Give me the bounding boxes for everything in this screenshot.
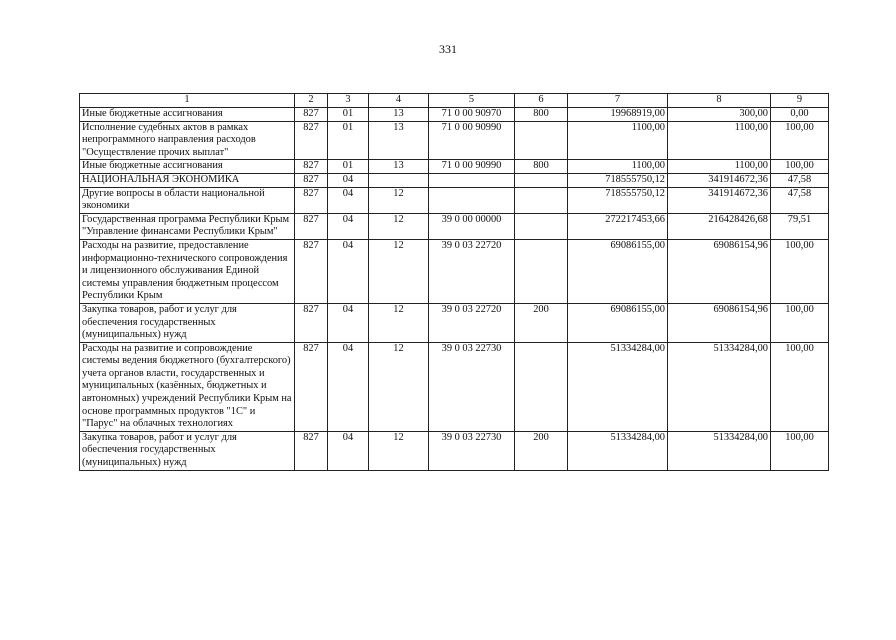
subsection-code: 13: [369, 160, 429, 174]
table-row: [80, 213, 829, 239]
budget-item-name: Закупка товаров, работ и услуг для обеспечения государственных (муниципальных) нужд: [80, 303, 295, 342]
planned-amount: 69086155,00: [568, 239, 668, 303]
execution-percent: 0,00: [771, 108, 829, 122]
target-article-code: [429, 187, 515, 213]
header-cell-8: 8: [668, 94, 771, 108]
subsection-code: [369, 173, 429, 187]
header-cell-9: 9: [771, 94, 829, 108]
budget-item-name: Другие вопросы в области национальной экономики: [80, 187, 295, 213]
header-cell-5: 5: [429, 94, 515, 108]
header-cell-2: 2: [295, 94, 328, 108]
section-code: 04: [328, 239, 369, 303]
section-code: 04: [328, 187, 369, 213]
executed-amount: 69086154,96: [668, 303, 771, 342]
execution-percent: 100,00: [771, 342, 829, 431]
execution-percent: 100,00: [771, 121, 829, 160]
table-row: [80, 187, 829, 213]
planned-amount: 1100,00: [568, 121, 668, 160]
target-article-code: 39 0 03 22720: [429, 303, 515, 342]
target-article-code: 39 0 00 00000: [429, 213, 515, 239]
table-row: [80, 121, 829, 160]
header-cell-7: 7: [568, 94, 668, 108]
header-cell-4: 4: [369, 94, 429, 108]
subsection-code: 12: [369, 187, 429, 213]
execution-percent: 47,58: [771, 187, 829, 213]
section-code: 01: [328, 108, 369, 122]
execution-percent: 100,00: [771, 431, 829, 470]
subsection-code: 12: [369, 342, 429, 431]
table-row: [80, 173, 829, 187]
section-code: 01: [328, 121, 369, 160]
target-article-code: 71 0 00 90990: [429, 121, 515, 160]
target-article-code: 71 0 00 90970: [429, 108, 515, 122]
page-number: 331: [439, 42, 457, 56]
executed-amount: 341914672,36: [668, 187, 771, 213]
target-article-code: 39 0 03 22730: [429, 342, 515, 431]
admin-code: 827: [295, 431, 328, 470]
execution-percent: 79,51: [771, 213, 829, 239]
admin-code: 827: [295, 108, 328, 122]
budget-item-name: Расходы на развитие, предоставление информационно-технического сопровождения и лицензионного обслуживания Единой системы управления бюджетным процессом Республики Крым: [80, 239, 295, 303]
planned-amount: 1100,00: [568, 160, 668, 174]
table-row: [80, 239, 829, 303]
table-body: [80, 108, 829, 471]
section-code: 04: [328, 342, 369, 431]
planned-amount: 19968919,00: [568, 108, 668, 122]
execution-percent: 47,58: [771, 173, 829, 187]
admin-code: 827: [295, 342, 328, 431]
planned-amount: 718555750,12: [568, 187, 668, 213]
admin-code: 827: [295, 303, 328, 342]
target-article-code: 71 0 00 90990: [429, 160, 515, 174]
execution-percent: 100,00: [771, 239, 829, 303]
admin-code: 827: [295, 173, 328, 187]
budget-item-name: Государственная программа Республики Крым "Управление финансами Республики Крым": [80, 213, 295, 239]
expense-type-code: 800: [515, 160, 568, 174]
table-header-row: [80, 94, 829, 108]
executed-amount: 1100,00: [668, 160, 771, 174]
table-row: [80, 160, 829, 174]
subsection-code: 12: [369, 239, 429, 303]
section-code: 04: [328, 431, 369, 470]
subsection-code: 12: [369, 431, 429, 470]
target-article-code: [429, 173, 515, 187]
header-cell-6: 6: [515, 94, 568, 108]
budget-item-name: Расходы на развитие и сопровождение системы ведения бюджетного (бухгалтерского) учета органов власти, государственных и муниципальных (казённых, бюджетных и автономных) учреждений Республики Крым на основе программных продуктов "1С" и "Парус" на облачных технологиях: [80, 342, 295, 431]
planned-amount: 718555750,12: [568, 173, 668, 187]
planned-amount: 69086155,00: [568, 303, 668, 342]
budget-item-name: Иные бюджетные ассигнования: [80, 160, 295, 174]
expense-type-code: [515, 213, 568, 239]
budget-item-name: НАЦИОНАЛЬНАЯ ЭКОНОМИКА: [80, 173, 295, 187]
executed-amount: 216428426,68: [668, 213, 771, 239]
expense-type-code: [515, 342, 568, 431]
admin-code: 827: [295, 187, 328, 213]
subsection-code: 12: [369, 303, 429, 342]
planned-amount: 272217453,66: [568, 213, 668, 239]
expense-type-code: [515, 187, 568, 213]
executed-amount: 300,00: [668, 108, 771, 122]
subsection-code: 13: [369, 108, 429, 122]
expense-type-code: [515, 239, 568, 303]
target-article-code: 39 0 03 22720: [429, 239, 515, 303]
execution-percent: 100,00: [771, 160, 829, 174]
table-row: [80, 303, 829, 342]
admin-code: 827: [295, 121, 328, 160]
executed-amount: 1100,00: [668, 121, 771, 160]
executed-amount: 341914672,36: [668, 173, 771, 187]
expense-type-code: [515, 121, 568, 160]
table-row: [80, 431, 829, 470]
budget-item-name: Закупка товаров, работ и услуг для обеспечения государственных (муниципальных) нужд: [80, 431, 295, 470]
executed-amount: 69086154,96: [668, 239, 771, 303]
target-article-code: 39 0 03 22730: [429, 431, 515, 470]
expense-type-code: [515, 173, 568, 187]
budget-item-name: Иные бюджетные ассигнования: [80, 108, 295, 122]
subsection-code: 13: [369, 121, 429, 160]
planned-amount: 51334284,00: [568, 342, 668, 431]
subsection-code: 12: [369, 213, 429, 239]
expense-type-code: 200: [515, 303, 568, 342]
executed-amount: 51334284,00: [668, 342, 771, 431]
section-code: 04: [328, 173, 369, 187]
section-code: 01: [328, 160, 369, 174]
planned-amount: 51334284,00: [568, 431, 668, 470]
header-cell-1: 1: [80, 94, 295, 108]
admin-code: 827: [295, 160, 328, 174]
table-row: [80, 342, 829, 431]
expense-type-code: 200: [515, 431, 568, 470]
budget-item-name: Исполнение судебных актов в рамках непрограммного направления расходов "Осуществление прочих выплат": [80, 121, 295, 160]
expense-type-code: 800: [515, 108, 568, 122]
budget-table: [79, 93, 829, 471]
admin-code: 827: [295, 213, 328, 239]
section-code: 04: [328, 213, 369, 239]
table-row: [80, 108, 829, 122]
header-cell-3: 3: [328, 94, 369, 108]
execution-percent: 100,00: [771, 303, 829, 342]
admin-code: 827: [295, 239, 328, 303]
executed-amount: 51334284,00: [668, 431, 771, 470]
section-code: 04: [328, 303, 369, 342]
